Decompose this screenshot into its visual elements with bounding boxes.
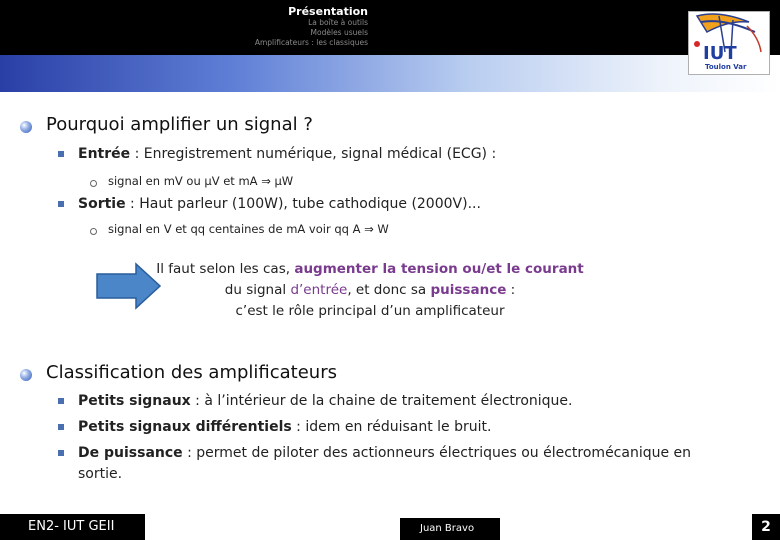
callout-highlight-entree: d’entrée (290, 282, 348, 298)
classification-label-2: Petits signaux différentiels (78, 419, 292, 435)
header-gradient-band (0, 55, 780, 92)
classification-text-1: : à l’intérieur de la chaine de traitement électronique. (190, 393, 573, 409)
entree-text: : Enregistrement numérique, signal médical (ECG) : (130, 146, 497, 162)
callout-conclusion: c’est le rôle principal d’un amplificateur (235, 303, 505, 319)
callout-part-4: , et donc sa (347, 282, 431, 298)
classification-item-3-continuation: sortie. (78, 466, 123, 482)
nav-subsection-3[interactable]: Amplificateurs : les classiques (254, 38, 368, 47)
callout-highlight-tension: augmenter la tension ou/et le courant (294, 261, 584, 277)
classification-text-3: : permet de piloter des actionneurs électriques ou électromécanique en (182, 445, 692, 461)
footer-author: Juan Bravo (400, 518, 500, 540)
sortie-detail: signal en V et qq centaines de mA voir qq A ⇒ W (108, 222, 389, 236)
level1-bullet-icon (20, 369, 32, 381)
footer-course: EN2- IUT GEII (0, 514, 145, 540)
classification-label-1: Petits signaux (78, 393, 191, 409)
square-bullet-icon (58, 201, 64, 207)
section2-heading: Classification des amplificateurs (46, 362, 337, 383)
logo-text: IUT (703, 43, 737, 64)
square-bullet-icon (58, 398, 64, 404)
callout-part-2: du signal (224, 282, 291, 298)
section1-heading: Pourquoi amplifier un signal ? (46, 114, 313, 135)
sortie-text: : Haut parleur (100W), tube cathodique (2000V)... (125, 196, 481, 212)
iut-logo (688, 11, 770, 75)
ring-bullet-icon (90, 180, 97, 187)
level1-bullet-icon (20, 121, 32, 133)
logo-graphic (689, 12, 769, 74)
classification-item-1 (78, 393, 573, 409)
entree-detail: signal en mV ou µV et mA ⇒ µW (108, 174, 294, 188)
classification-text-2: : idem en réduisant le bruit. (291, 419, 492, 435)
nav-section-title[interactable]: Présentation (288, 5, 368, 18)
sortie-line (78, 196, 481, 212)
classification-label-3: De puissance (78, 445, 183, 461)
callout-text (150, 259, 590, 322)
entree-label: Entrée (78, 146, 131, 162)
square-bullet-icon (58, 450, 64, 456)
sortie-label: Sortie (78, 196, 126, 212)
callout-part-1: Il faut selon les cas, (156, 261, 295, 277)
nav-subsection-2[interactable]: Modèles usuels (310, 28, 368, 37)
classification-item-2 (78, 419, 491, 435)
callout-highlight-puissance: puissance (430, 282, 507, 298)
logo-subtext: Toulon Var (705, 63, 747, 71)
section-nav (0, 0, 368, 48)
classification-item-3 (78, 445, 691, 461)
square-bullet-icon (58, 424, 64, 430)
page-number: 2 (752, 514, 780, 540)
nav-subsection-1[interactable]: La boîte à outils (308, 18, 368, 27)
ring-bullet-icon (90, 228, 97, 235)
entree-line (78, 146, 496, 162)
square-bullet-icon (58, 151, 64, 157)
callout-part-5: : (506, 282, 516, 298)
